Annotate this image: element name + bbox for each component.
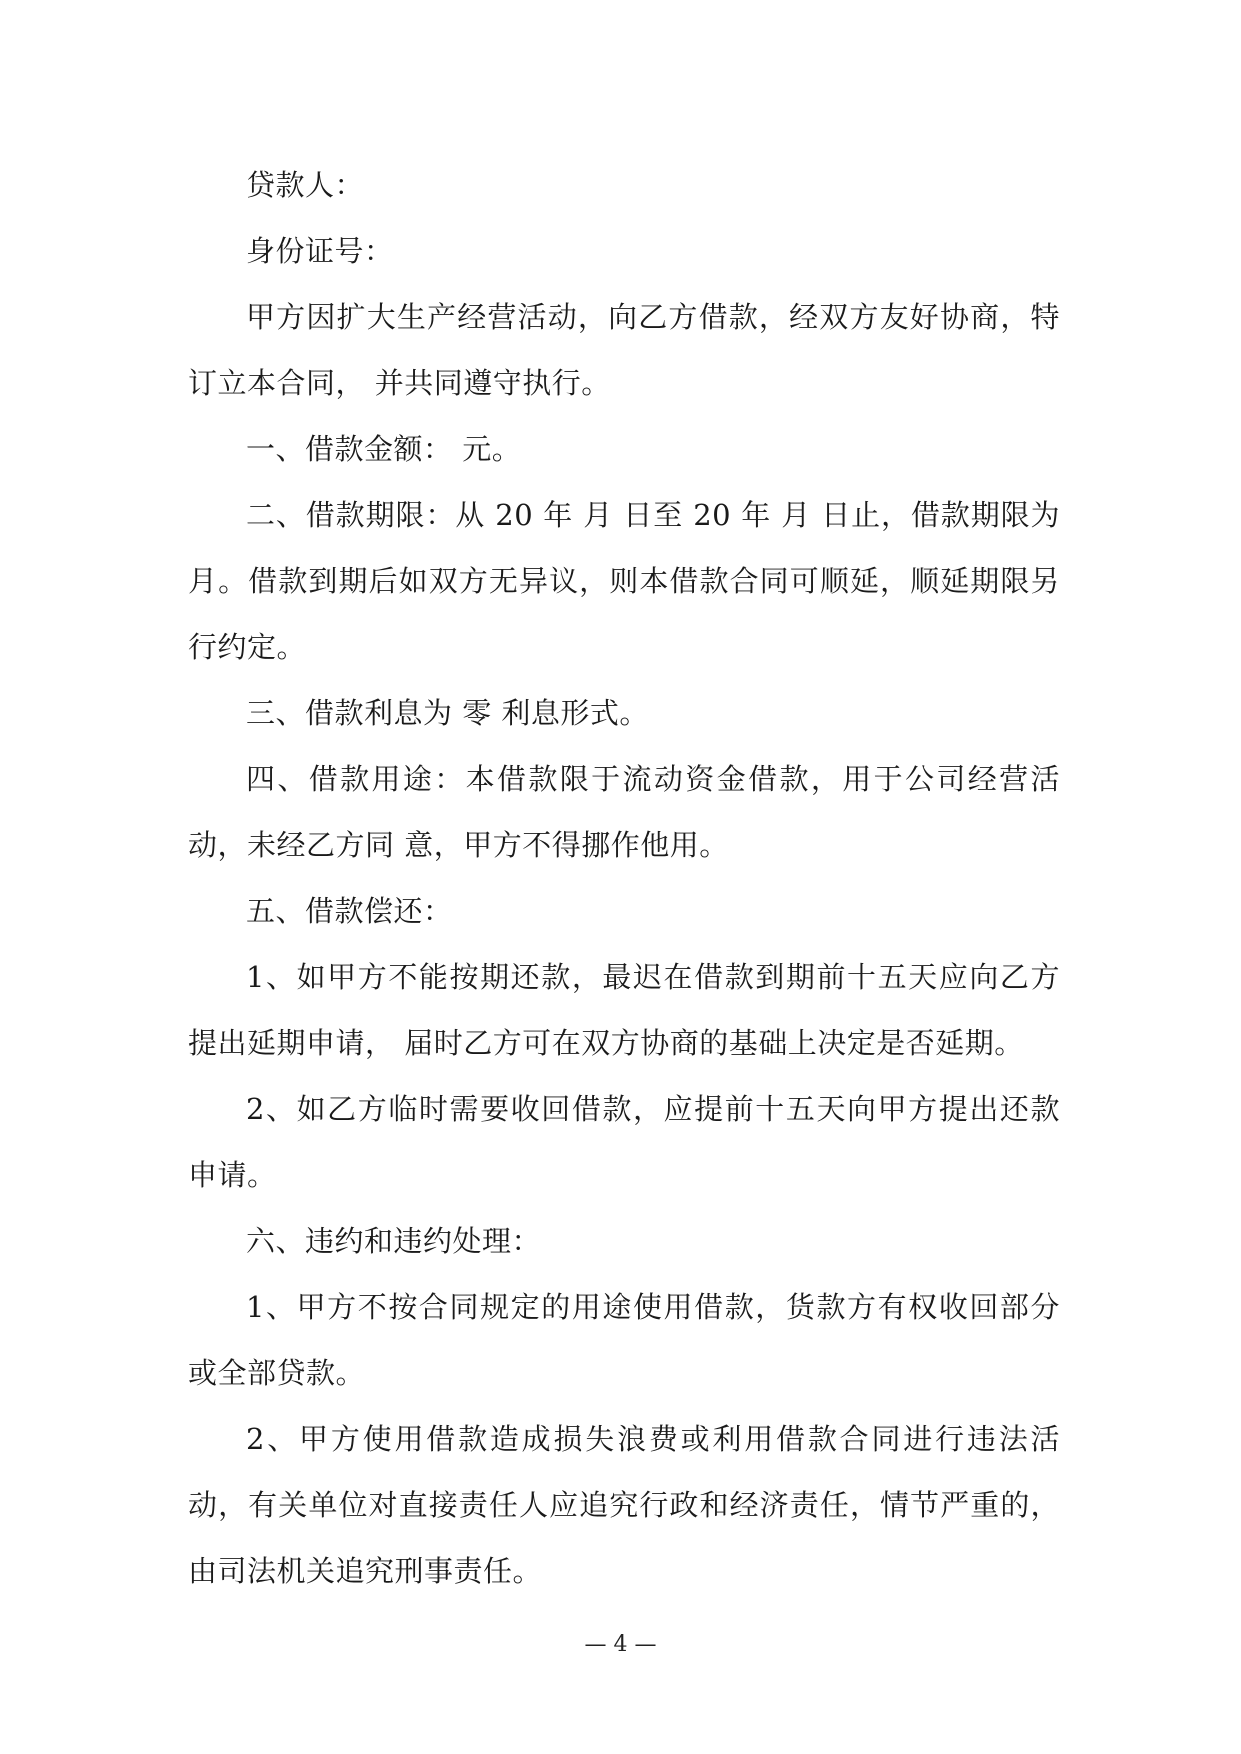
page-number: — 4 — — [584, 1632, 657, 1657]
preamble-paragraph: 甲方因扩大生产经营活动，向乙方借款，经双方友好协商，特订立本合同， 并共同遵守执行。 — [188, 300, 1060, 400]
repayment-item-1: 1、如甲方不能按期还款，最迟在借款到期前十五天应向乙方提出延期申请， 届时乙方可在双方协商的基础上决定是否延期。 — [188, 960, 1060, 1060]
id-number-line: 身份证号： — [246, 234, 394, 268]
repayment-item-2: 2、如乙方临时需要收回借款，应提前十五天向甲方提出还款申请。 — [188, 1092, 1060, 1192]
lender-line: 贷款人： — [246, 168, 365, 202]
clause-repayment-heading: 五、借款偿还： — [246, 894, 453, 928]
clause-loan-amount: 一、借款金额： 元。 — [246, 432, 522, 466]
clause-loan-term: 二、借款期限：从 20 年 月 日至 20 年 月 日止，借款期限为 月。借款到期后如双方无异议，则本借款合同可顺延，顺延期限另行约定。 — [188, 498, 1060, 664]
contract-body — [188, 152, 1060, 1604]
clause-breach-heading: 六、违约和违约处理： — [246, 1224, 542, 1258]
clause-loan-interest: 三、借款利息为 零 利息形式。 — [246, 696, 649, 730]
clause-loan-purpose: 四、借款用途：本借款限于流动资金借款，用于公司经营活动，未经乙方同 意，甲方不得挪作他用。 — [188, 762, 1060, 862]
breach-item-2: 2、甲方使用借款造成损失浪费或利用借款合同进行违法活动，有关单位对直接责任人应追究行政和经济责任，情节严重的，由司法机关追究刑事责任。 — [188, 1422, 1060, 1588]
breach-item-1: 1、甲方不按合同规定的用途使用借款，货款方有权收回部分或全部贷款。 — [188, 1290, 1060, 1390]
